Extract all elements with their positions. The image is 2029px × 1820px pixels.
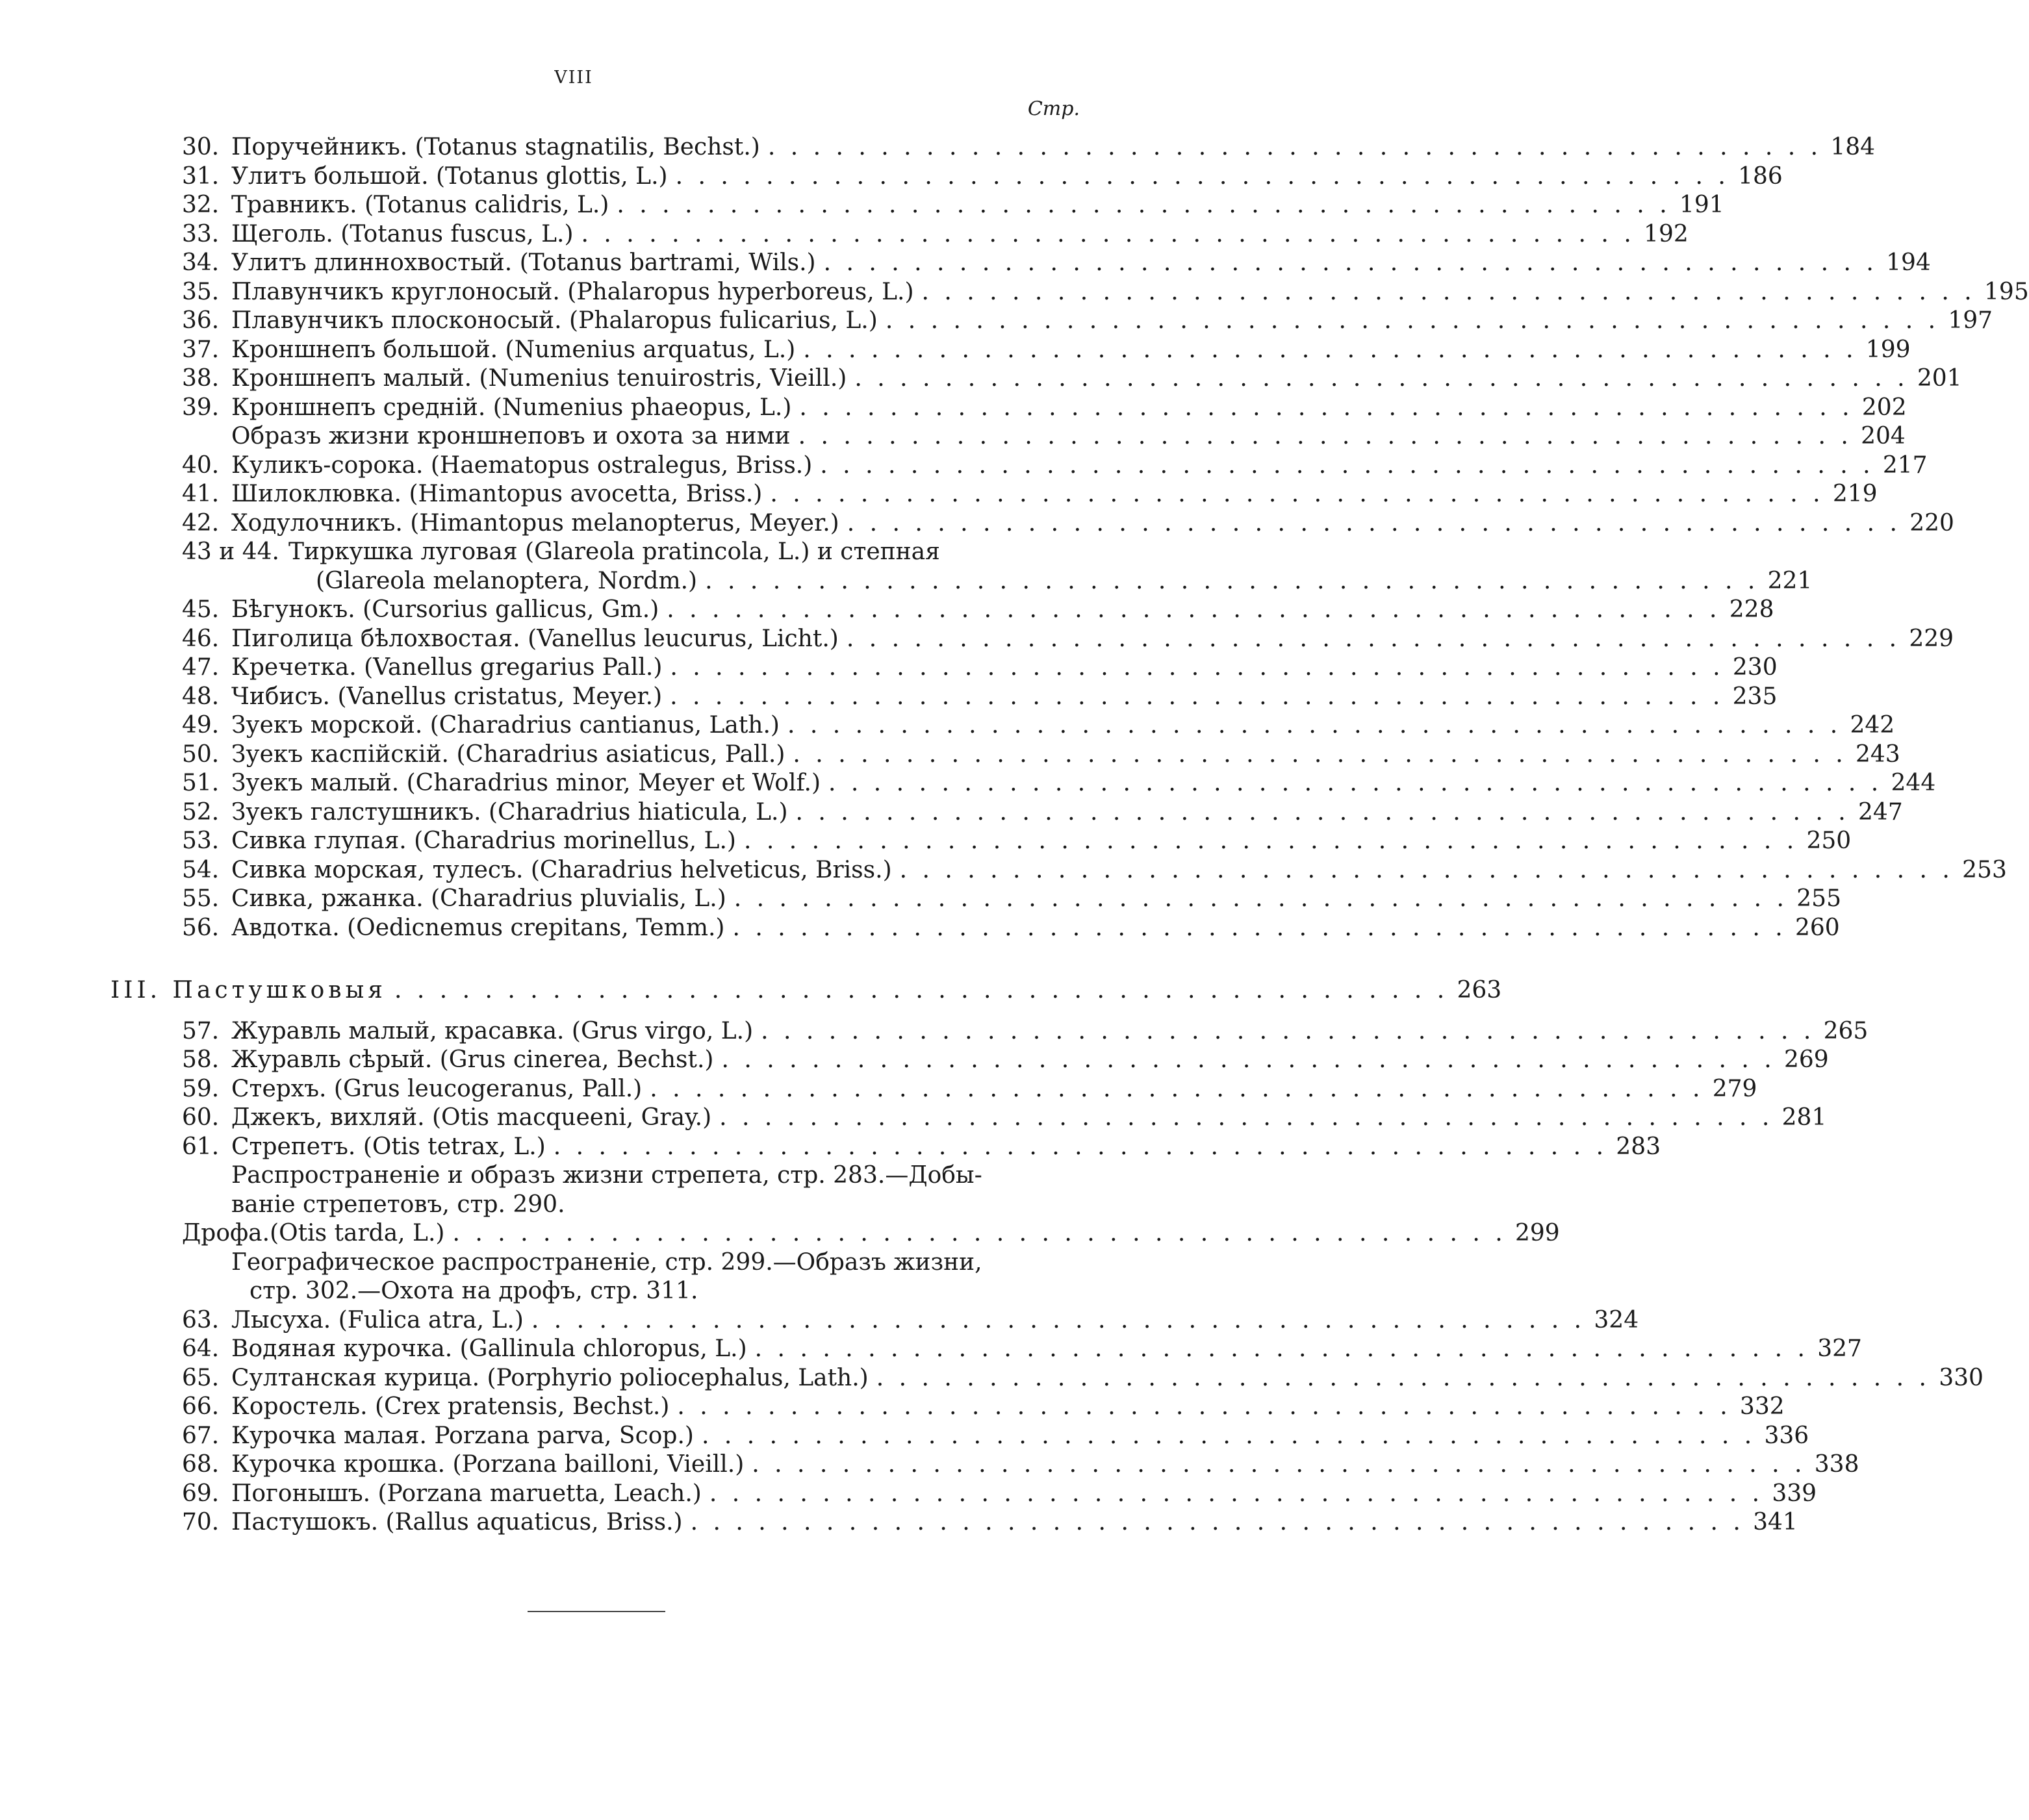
toc-page-number: 184 bbox=[1830, 134, 1876, 160]
toc-page-number: 228 bbox=[1729, 596, 1774, 623]
toc-page-number: 244 bbox=[1891, 770, 1936, 796]
toc-page-number: 229 bbox=[1909, 625, 1954, 652]
toc-entry-number: 47. bbox=[182, 654, 220, 681]
leader-dots: . . . . . . . . . . . . . . . . . . . . . . . . . . . . . . . . . . . . . . . . . . . . . . . bbox=[754, 1335, 1809, 1362]
toc-entry bbox=[182, 885, 1841, 914]
leader-dots: . . . . . . . . . . . . . . . . . . . . . . . . . . . . . . . . . . . . . . . . . . . . . . . bbox=[854, 365, 1909, 392]
toc-page-number: 191 bbox=[1679, 192, 1724, 218]
toc-page-number: 339 bbox=[1772, 1480, 1817, 1507]
toc-page-number: 243 bbox=[1855, 740, 1900, 768]
leader-dots: . . . . . . . . . . . . . . . . . . . . . . . . . . . . . . . . . . . . . . . . . . . . . . . bbox=[719, 1104, 1774, 1131]
toc-page-number: 255 bbox=[1796, 885, 1841, 912]
closing-rule bbox=[528, 1611, 665, 1612]
leader-dots: . . . . . . . . . . . . . . . . . . . . . . . . . . . . . . . . . . . . . . . . . . . . . . . bbox=[770, 481, 1824, 507]
toc-entry bbox=[182, 1075, 1757, 1104]
toc-entry bbox=[182, 856, 2007, 885]
toc-page-number: 269 bbox=[1783, 1046, 1829, 1073]
toc-entry-number: 60. bbox=[182, 1104, 220, 1131]
leader-dots: . . . . . . . . . . . . . . . . . . . . . . . . . . . . . . . . . . . . . . . . . . . . . . . bbox=[650, 1075, 1704, 1102]
toc-page-number: 202 bbox=[1861, 394, 1907, 421]
toc-entry-number: 39. bbox=[182, 394, 220, 421]
toc-entry-title: Погонышъ. (Porzana maruetta, Leach.) bbox=[231, 1480, 702, 1507]
leader-dots: . . . . . . . . . . . . . . . . . . . . . . . . . . . . . . . . . . . . . . . . . . . . . . . bbox=[803, 336, 1857, 363]
toc-entry-number: 45. bbox=[182, 596, 220, 623]
toc-page-number: 199 bbox=[1865, 336, 1911, 363]
toc-entry-number: 59. bbox=[182, 1075, 220, 1102]
leader-dots: . . . . . . . . . . . . . . . . . . . . . . . . . . . . . . . . . . . . . . . . . . . . . . . bbox=[793, 740, 1847, 768]
toc-entry-title: Дрофа.(Otis tarda, L.) bbox=[182, 1220, 445, 1246]
leader-dots: . . . . . . . . . . . . . . . . . . . . . . . . . . . . . . . . . . . . . . . . . . . . . . . bbox=[823, 249, 1878, 276]
toc-entry-title: Пиголица бѣлохвостая. (Vanellus leucurus, Licht.) bbox=[231, 625, 839, 652]
toc-entry-title: Журавль сѣрый. (Grus cinerea, Bechst.) bbox=[231, 1046, 714, 1073]
toc-entry bbox=[182, 364, 1962, 394]
toc-entry bbox=[182, 769, 1936, 798]
toc-entry-number: 68. bbox=[182, 1451, 220, 1478]
toc-entry-title: Кречетка. (Vanellus gregarius Pall.) bbox=[231, 654, 663, 681]
toc-page-number: 204 bbox=[1861, 423, 1906, 449]
toc-entry bbox=[182, 133, 1876, 162]
leader-dots: . . . . . . . . . . . . . . . . . . . . . . . . . . . . . . . . . . . . . . . . . . . . . . . bbox=[531, 1306, 1586, 1333]
toc-subentry-line: Распространеніе и образъ жизни стрепета, стр. 283.—Добы- bbox=[231, 1162, 982, 1189]
toc-page-number: 281 bbox=[1781, 1104, 1827, 1131]
toc-entry-title: Кроншнепъ малый. (Numenius tenuirostris, Vieill.) bbox=[231, 365, 847, 392]
toc-entry bbox=[182, 1364, 1984, 1393]
toc-entry bbox=[182, 740, 1900, 770]
toc-entry-number: 55. bbox=[182, 885, 220, 912]
toc-subentry-text bbox=[182, 1248, 1080, 1278]
toc-entry-title: Ходулочникъ. (Himantopus melanopterus, Meyer.) bbox=[231, 509, 839, 537]
toc-entry bbox=[182, 451, 1928, 481]
toc-entry-number: 48. bbox=[182, 683, 220, 710]
leader-dots: . . . . . . . . . . . . . . . . . . . . . . . . . . . . . . . . . . . . . . . . . . . . . . . bbox=[617, 192, 1671, 218]
toc-entry bbox=[182, 509, 1954, 538]
toc-page-number: 324 bbox=[1594, 1306, 1639, 1333]
toc-entry-title: Зуекъ галстушникъ. (Charadrius hiaticula, L.) bbox=[231, 798, 788, 826]
leader-dots: . . . . . . . . . . . . . . . . . . . . . . . . . . . . . . . . . . . . . . . . . . . . . . . bbox=[921, 278, 1976, 305]
toc-entry-number: 32. bbox=[182, 192, 220, 218]
leader-dots: . . . . . . . . . . . . . . . . . . . . . . . . . . . . . . . . . . . . . . . . . . . . . . . bbox=[452, 1220, 1507, 1246]
leader-dots: . . . . . . . . . . . . . . . . . . . . . . . . . . . . . . . . . . . . . . . . . . . . . . . bbox=[876, 1364, 1930, 1391]
toc-entry-title: Куликъ-сорока. (Haematopus ostralegus, Briss.) bbox=[231, 451, 813, 479]
toc-entry-title: Зуекъ морской. (Charadrius cantianus, Lath.) bbox=[231, 712, 780, 739]
toc-entry bbox=[182, 1480, 1817, 1509]
toc-entry-title: Плавунчикъ плосконосый. (Phalaropus fulicarius, L.) bbox=[231, 307, 878, 334]
toc-page-number: 330 bbox=[1939, 1364, 1984, 1391]
toc-entry-number: 53. bbox=[182, 828, 220, 854]
toc-page-number: 201 bbox=[1917, 365, 1962, 392]
toc-entry bbox=[182, 278, 2029, 307]
toc-page-number: 194 bbox=[1886, 249, 1931, 276]
toc-entry-title: Зуекъ каспійскій. (Charadrius asiaticus, Pall.) bbox=[231, 740, 785, 768]
toc-entry-title: Улитъ длиннохвостый. (Totanus bartrami, Wils.) bbox=[231, 249, 816, 276]
toc-subentry-text bbox=[182, 1277, 1080, 1306]
leader-dots: . . . . . . . . . . . . . . . . . . . . . . . . . . . . . . . . . . . . . . . . . . . . . . . bbox=[705, 567, 1759, 594]
toc-page-number: 260 bbox=[1794, 914, 1840, 941]
toc-entry-title: Стрепетъ. (Otis tetrax, L.) bbox=[231, 1133, 546, 1160]
toc-entry-title: Поручейникъ. (Totanus stagnatilis, Bechst.) bbox=[231, 134, 760, 160]
toc-entry-title: Плавунчикъ круглоносый. (Phalaropus hyperboreus, L.) bbox=[231, 278, 914, 305]
toc-entry bbox=[182, 1306, 1639, 1335]
entries-group-c bbox=[182, 596, 2007, 942]
toc-page-number: 195 bbox=[1984, 278, 2029, 305]
toc-entry-number: 58. bbox=[182, 1046, 220, 1073]
toc-entry bbox=[182, 1422, 1809, 1451]
toc-entry bbox=[182, 827, 1852, 856]
toc-entry-title: Чибисъ. (Vanellus cristatus, Meyer.) bbox=[231, 683, 663, 710]
toc-entry-number: 61. bbox=[182, 1133, 220, 1160]
toc-entry bbox=[182, 798, 1903, 828]
toc-page-number: 230 bbox=[1732, 654, 1778, 681]
leader-dots: . . . . . . . . . . . . . . . . . . . . . . . . . . . . . . . . . . . . . . . . . . . . . . . bbox=[828, 770, 1883, 796]
toc-entry bbox=[182, 1104, 1827, 1133]
toc-page-number: 219 bbox=[1832, 481, 1878, 507]
page-folio: VIII bbox=[554, 68, 593, 88]
toc-entry-number: 54. bbox=[182, 856, 220, 883]
toc-entry bbox=[182, 596, 1774, 625]
toc-page-number: 265 bbox=[1823, 1017, 1869, 1044]
leader-dots: . . . . . . . . . . . . . . . . . . . . . . . . . . . . . . . . . . . . . . . . . . . . . . . bbox=[734, 885, 1788, 912]
toc-entry-number: 52. bbox=[182, 798, 220, 826]
toc-subentry-line: стр. 302.—Охота на дрофъ, стр. 311. bbox=[249, 1278, 698, 1304]
entries-group-a bbox=[182, 133, 2029, 422]
toc-entry-number: 35. bbox=[182, 278, 220, 305]
toc-entry-title: Улитъ большой. (Totanus glottis, L.) bbox=[231, 162, 668, 190]
toc-entry-title: Сивка, ржанка. (Charadrius pluvialis, L.) bbox=[231, 885, 726, 912]
toc-page-number: 235 bbox=[1732, 683, 1778, 710]
leader-dots: . . . . . . . . . . . . . . . . . . . . . . . . . . . . . . . . . . . . . . . . . . . . . . . bbox=[670, 654, 1724, 681]
leader-dots: . . . . . . . . . . . . . . . . . . . . . . . . . . . . . . . . . . . . . . . . . . . . . . . bbox=[798, 423, 1852, 449]
toc-entry-title: Тиркушка луговая (Glareola pratincola, L.) и степная bbox=[288, 538, 940, 565]
toc-page-number: 186 bbox=[1738, 162, 1783, 190]
toc-entry-number: 50. bbox=[182, 740, 220, 768]
leader-dots: . . . . . . . . . . . . . . . . . . . . . . . . . . . . . . . . . . . . . . . . . . . . . . . bbox=[721, 1046, 1776, 1073]
toc-entry-number: 69. bbox=[182, 1480, 220, 1507]
toc-entry-number: 38. bbox=[182, 365, 220, 392]
toc-entry bbox=[182, 1046, 1829, 1075]
toc-entry-number: 34. bbox=[182, 249, 220, 276]
toc-entry-number: 36. bbox=[182, 307, 220, 334]
toc-entry-number: 37. bbox=[182, 336, 220, 363]
toc-entry-number: 56. bbox=[182, 914, 220, 941]
toc-entry-continuation bbox=[182, 567, 1813, 596]
leader-dots: . . . . . . . . . . . . . . . . . . . . . . . . . . . . . . . . . . . . . . . . . . . . . . . bbox=[761, 1017, 1815, 1044]
toc-entry-number: 70. bbox=[182, 1509, 220, 1536]
leader-dots: . . . . . . . . . . . . . . . . . . . . . . . . . . . . . . . . . . . . . . . . . . . . . . . bbox=[732, 914, 1787, 941]
toc-entry-number: 57. bbox=[182, 1017, 220, 1044]
toc-page-number: 332 bbox=[1739, 1393, 1785, 1420]
toc-page-number: 299 bbox=[1514, 1220, 1560, 1246]
toc-page-number: 336 bbox=[1764, 1422, 1809, 1449]
toc-entry-title: Травникъ. (Totanus calidris, L.) bbox=[231, 192, 609, 218]
toc-entry bbox=[182, 249, 1931, 278]
toc-entry-title: Журавль малый, красавка. (Grus virgo, L.) bbox=[231, 1017, 754, 1044]
toc-subentry-text bbox=[182, 1161, 1080, 1191]
toc-entry-title: Сивка глупая. (Charadrius morinellus, L.) bbox=[231, 828, 736, 854]
leader-dots: . . . . . . . . . . . . . . . . . . . . . . . . . . . . . . . . . . . . . . . . . . . . . . . bbox=[581, 220, 1635, 247]
leader-dots: . . . . . . . . . . . . . . . . . . . . . . . . . . . . . . . . . . . . . . . . . . . . . . . bbox=[690, 1509, 1744, 1536]
leader-dots: . . . . . . . . . . . . . . . . . . . . . . . . . . . . . . . . . . . . . . . . . . . . . . . bbox=[670, 683, 1724, 710]
toc-subentry-text bbox=[182, 1191, 1080, 1220]
leader-dots: . . . . . . . . . . . . . . . . . . . . . . . . . . . . . . . . . . . . . . . . . . . . . . . bbox=[553, 1133, 1608, 1160]
toc-page-number: 220 bbox=[1909, 509, 1954, 537]
leader-dots: . . . . . . . . . . . . . . . . . . . . . . . . . . . . . . . . . . . . . . . . . . . . . . . bbox=[899, 856, 1954, 883]
toc-page-number: 279 bbox=[1712, 1075, 1757, 1102]
entries-group-d bbox=[182, 1017, 1869, 1162]
leader-dots: . . . . . . . . . . . . . . . . . . . . . . . . . . . . . . . . . . . . . . . . . . . . . . . bbox=[709, 1480, 1764, 1507]
toc-entry bbox=[182, 1017, 1869, 1046]
leader-dots: . . . . . . . . . . . . . . . . . . . . . . . . . . . . . . . . . . . . . . . . . . . . . . . bbox=[677, 1393, 1731, 1420]
toc-entry-number: 63. bbox=[182, 1306, 220, 1333]
toc-page-number: 192 bbox=[1644, 220, 1689, 247]
leader-dots: . . . . . . . . . . . . . . . . . . . . . . . . . . . . . . . . . . . . . . . . . . . . . . . bbox=[847, 509, 1901, 537]
toc-subentry-line: Географическое распространеніе, стр. 299.—Образъ жизни, bbox=[231, 1248, 982, 1276]
toc-entry bbox=[182, 220, 1689, 249]
toc-entry bbox=[182, 394, 1907, 423]
leader-dots: . . . . . . . . . . . . . . . . . . . . . . . . . . . . . . . . . . . . . . . . . . . . . . . bbox=[787, 712, 1842, 739]
toc-page-number: 341 bbox=[1753, 1509, 1798, 1536]
toc-entry-title: Щеголь. (Totanus fuscus, L.) bbox=[231, 220, 574, 247]
toc-entry bbox=[182, 1219, 1560, 1248]
toc-page-number: 217 bbox=[1882, 451, 1928, 479]
toc-entry-title: Водяная курочка. (Gallinula chloropus, L.) bbox=[231, 1335, 747, 1362]
toc-entry bbox=[182, 914, 1840, 943]
toc-entry bbox=[182, 625, 1954, 654]
toc-entry-number: 40. bbox=[182, 451, 220, 479]
toc-entry-title: Авдотка. (Oedicnemus crepitans, Temm.) bbox=[231, 914, 725, 941]
toc-section-heading bbox=[110, 976, 1502, 1005]
toc-entry bbox=[182, 1335, 1862, 1364]
entries-group-e bbox=[182, 1306, 1984, 1537]
toc-entry bbox=[182, 1450, 1859, 1480]
toc-entry-number: 67. bbox=[182, 1422, 220, 1449]
leader-dots: . . . . . . . . . . . . . . . . . . . . . . . . . . . . . . . . . . . . . . . . . . . . . . . bbox=[752, 1451, 1806, 1478]
leader-dots: . . . . . . . . . . . . . . . . . . . . . . . . . . . . . . . . . . . . . . . . . . . . . . . bbox=[667, 596, 1721, 623]
toc-entry bbox=[182, 683, 1778, 712]
toc-entry-number: 31. bbox=[182, 162, 220, 190]
toc-page-number: 327 bbox=[1817, 1335, 1862, 1362]
toc-entry bbox=[182, 538, 1080, 567]
table-of-contents bbox=[110, 133, 2029, 1537]
toc-entry-title: Кроншнепъ большой. (Numenius arquatus, L.) bbox=[231, 336, 796, 363]
toc-subentry bbox=[182, 422, 1906, 451]
toc-entry bbox=[182, 162, 1783, 192]
section-title: III. Пастушковыя bbox=[110, 977, 387, 1004]
toc-entry bbox=[182, 1508, 1798, 1537]
toc-entry-number: 51. bbox=[182, 770, 220, 796]
toc-entry bbox=[182, 307, 1993, 336]
toc-entry-number: 49. bbox=[182, 712, 220, 739]
toc-entry bbox=[182, 1133, 1661, 1162]
toc-entry-number: 33. bbox=[182, 220, 220, 247]
toc-entry-title: Коростель. (Crex pratensis, Bechst.) bbox=[231, 1393, 670, 1420]
toc-subentry-line: ваніе стрепетовъ, стр. 290. bbox=[231, 1191, 565, 1218]
toc-entry-title: Лысуха. (Fulica atra, L.) bbox=[231, 1306, 524, 1333]
leader-dots: . . . . . . . . . . . . . . . . . . . . . . . . . . . . . . . . . . . . . . . . . . . . . . . bbox=[846, 625, 1901, 652]
toc-page-number: 250 bbox=[1806, 828, 1852, 854]
toc-entry bbox=[182, 336, 1911, 365]
leader-dots: . . . . . . . . . . . . . . . . . . . . . . . . . . . . . . . . . . . . . . . . . . . . . . . bbox=[675, 162, 1729, 190]
toc-page-number: 283 bbox=[1616, 1133, 1661, 1160]
leader-dots: . . . . . . . . . . . . . . . . . . . . . . . . . . . . . . . . . . . . . . . . . . . . . . . bbox=[394, 977, 1449, 1004]
toc-page-number: 197 bbox=[1948, 307, 1993, 334]
toc-entry-title: Кроншнепъ средній. (Numenius phaeopus, L.) bbox=[231, 394, 792, 421]
toc-page-number: 263 bbox=[1457, 977, 1502, 1004]
leader-dots: . . . . . . . . . . . . . . . . . . . . . . . . . . . . . . . . . . . . . . . . . . . . . . . bbox=[885, 307, 1940, 334]
toc-entry bbox=[182, 1393, 1785, 1422]
toc-entry-title: Шилоклювка. (Himantopus avocetta, Briss.) bbox=[231, 481, 763, 507]
toc-entry-title: Сивка морская, тулесъ. (Charadrius helveticus, Briss.) bbox=[231, 856, 892, 883]
toc-page-number: 247 bbox=[1858, 798, 1903, 826]
toc-page-number: 253 bbox=[1962, 856, 2007, 883]
leader-dots: . . . . . . . . . . . . . . . . . . . . . . . . . . . . . . . . . . . . . . . . . . . . . . . bbox=[701, 1422, 1756, 1449]
leader-dots: . . . . . . . . . . . . . . . . . . . . . . . . . . . . . . . . . . . . . . . . . . . . . . . bbox=[795, 798, 1850, 826]
toc-entry-title: Бѣгунокъ. (Cursorius gallicus, Gm.) bbox=[231, 596, 659, 623]
toc-entry-title: Стерхъ. (Grus leucogeranus, Pall.) bbox=[231, 1075, 643, 1102]
toc-entry-title: Зуекъ малый. (Charadrius minor, Meyer et Wolf.) bbox=[231, 770, 821, 796]
toc-entry-title: Султанская курица. (Porphyrio poliocephalus, Lath.) bbox=[231, 1364, 869, 1391]
entries-group-b bbox=[182, 451, 1954, 538]
page-column-heading: Стр. bbox=[1027, 97, 1080, 120]
toc-entry bbox=[182, 191, 1724, 220]
toc-entry-title: Курочка малая. Porzana parva, Scop.) bbox=[231, 1422, 694, 1449]
toc-entry-title: Пастушокъ. (Rallus aquaticus, Briss.) bbox=[231, 1509, 683, 1536]
toc-entry-number: 43 и 44. bbox=[182, 538, 279, 565]
toc-entry-number: 41. bbox=[182, 481, 220, 507]
toc-page-number: 242 bbox=[1850, 712, 1895, 739]
toc-entry-title: Курочка крошка. (Porzana bailloni, Vieill.) bbox=[231, 1451, 745, 1478]
toc-entry-number: 42. bbox=[182, 509, 220, 537]
toc-entry bbox=[182, 711, 1895, 740]
leader-dots: . . . . . . . . . . . . . . . . . . . . . . . . . . . . . . . . . . . . . . . . . . . . . . . bbox=[767, 134, 1822, 160]
leader-dots: . . . . . . . . . . . . . . . . . . . . . . . . . . . . . . . . . . . . . . . . . . . . . . . bbox=[799, 394, 1854, 421]
toc-entry-number: 30. bbox=[182, 134, 220, 160]
toc-page-number: 221 bbox=[1767, 567, 1813, 594]
toc-entry bbox=[182, 653, 1778, 683]
leader-dots: . . . . . . . . . . . . . . . . . . . . . . . . . . . . . . . . . . . . . . . . . . . . . . . bbox=[820, 451, 1874, 479]
toc-entry-number: 46. bbox=[182, 625, 220, 652]
toc-page-number: 338 bbox=[1814, 1451, 1859, 1478]
leader-dots: . . . . . . . . . . . . . . . . . . . . . . . . . . . . . . . . . . . . . . . . . . . . . . . bbox=[743, 828, 1798, 854]
toc-entry-title-cont: (Glareola melanoptera, Nordm.) bbox=[316, 567, 698, 594]
toc-entry-title: Джекъ, вихляй. (Otis macqueeni, Gray.) bbox=[231, 1104, 712, 1131]
toc-entry-number: 64. bbox=[182, 1335, 220, 1362]
toc-entry-number: 65. bbox=[182, 1364, 220, 1391]
toc-subentry-title: Образъ жизни кроншнеповъ и охота за ними bbox=[231, 423, 791, 449]
toc-entry-number: 66. bbox=[182, 1393, 220, 1420]
toc-entry bbox=[182, 480, 1878, 509]
